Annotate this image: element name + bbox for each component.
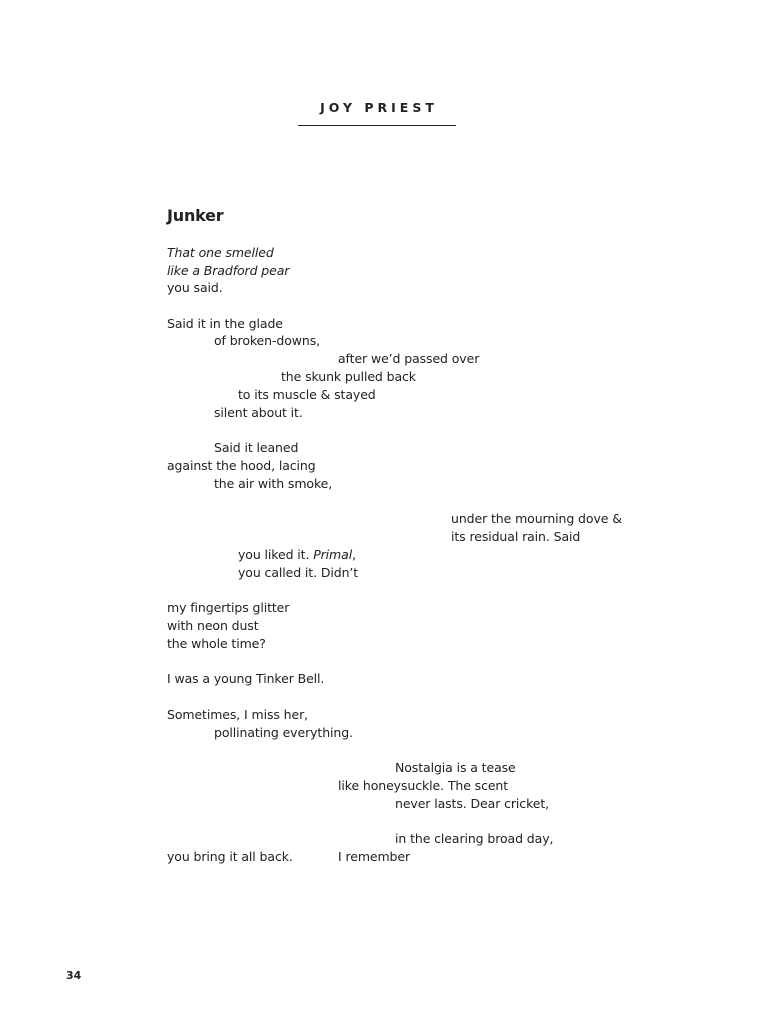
poem-line-segment: Primal — [313, 547, 353, 562]
poem-line-segment: , — [352, 547, 356, 562]
poem-line: the skunk pulled back — [281, 369, 416, 384]
poem-line-segment: you liked it. — [238, 547, 314, 562]
poem-line: under the mourning dove & — [451, 511, 622, 526]
poem-line: like a Bradford pear — [167, 263, 290, 278]
poem-line: I remember — [338, 849, 411, 864]
poem-line: silent about it. — [214, 405, 303, 420]
poem-line: Said it leaned — [214, 440, 299, 455]
poem-line: to its muscle & stayed — [238, 387, 376, 402]
author-name: JOY PRIEST — [320, 100, 438, 115]
poem-line: of broken-downs, — [214, 333, 320, 348]
page-number: 34 — [66, 969, 82, 982]
poem-line: you said. — [167, 280, 223, 295]
poem-line: you called it. Didn’t — [238, 565, 359, 580]
poem-line: its residual rain. Said — [451, 529, 581, 544]
poem-line: I was a young Tinker Bell. — [167, 671, 325, 686]
poem-line: like honeysuckle. The scent — [338, 778, 509, 793]
poem-line: after we’d passed over — [338, 351, 480, 366]
poem-line: That one smelled — [167, 245, 274, 260]
poem-line: Sometimes, I miss her, — [167, 707, 308, 722]
poem-title: Junker — [167, 206, 224, 225]
poem-line: the air with smoke, — [214, 476, 333, 491]
poem-line: Nostalgia is a tease — [395, 760, 516, 775]
poem-line: against the hood, lacing — [167, 458, 316, 473]
poem-line — [238, 546, 356, 564]
poem-line: with neon dust — [167, 618, 259, 633]
poem-line: you bring it all back. — [167, 849, 293, 864]
header-rule — [298, 125, 456, 126]
poem-line: pollinating everything. — [214, 725, 353, 740]
poem-line: Said it in the glade — [167, 316, 283, 331]
poem-line: my fingertips glitter — [167, 600, 290, 615]
poem-line: in the clearing broad day, — [395, 831, 554, 846]
poem-line: the whole time? — [167, 636, 266, 651]
poem-line: never lasts. Dear cricket, — [395, 796, 550, 811]
